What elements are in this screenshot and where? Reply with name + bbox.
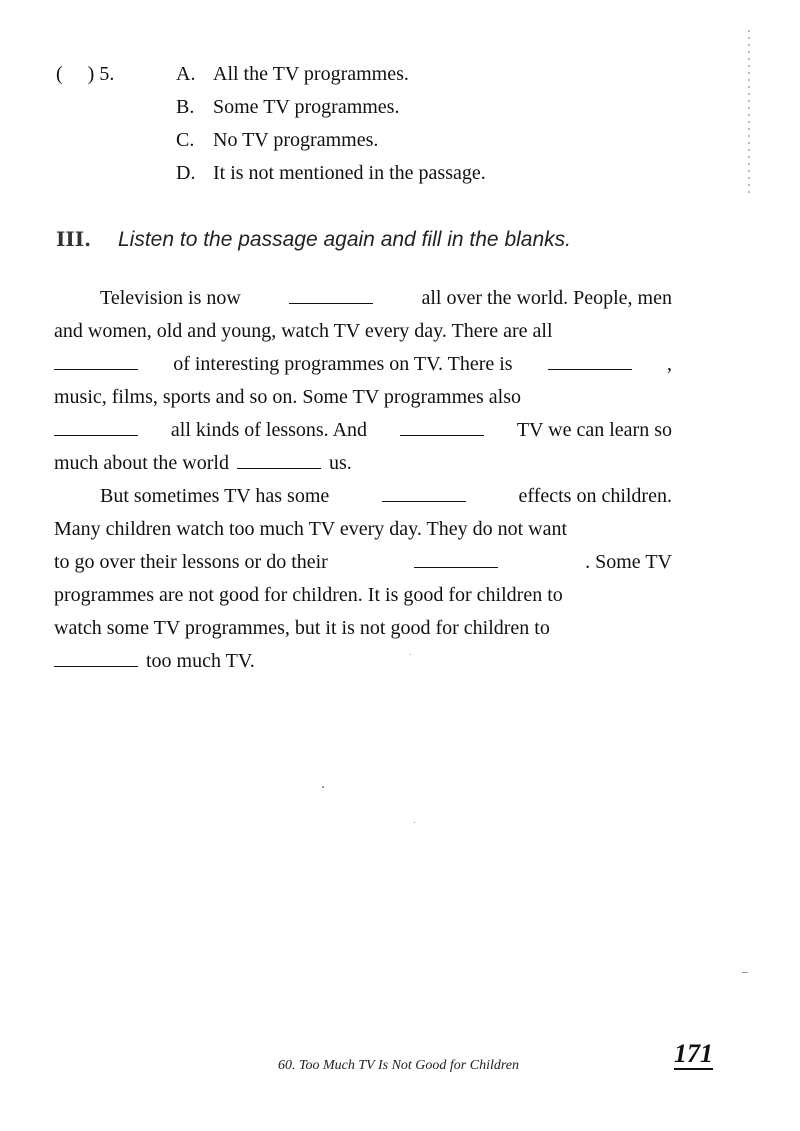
text-segment: us. [328,452,352,474]
passage-line [54,381,672,414]
answer-blank[interactable] [414,566,498,568]
answer-blank[interactable] [382,500,466,502]
paragraph-2 [54,480,672,678]
section-heading [56,227,571,252]
text-segment: all kinds of lessons. And [170,419,368,441]
answer-blank[interactable] [400,434,484,436]
question-5 [56,58,486,190]
option-letter: C. [176,129,195,151]
lesson-footer: 60. Too Much TV Is Not Good for Children [278,1058,520,1073]
scan-speck [322,786,324,788]
text-segment: effects on children. [518,485,672,507]
paragraph-1 [54,282,672,480]
answer-blank[interactable] [54,368,138,370]
passage [54,282,672,678]
passage-line [54,348,672,381]
text-segment: of interesting programmes on TV. There is [173,353,513,375]
text-segment: too much TV. [146,650,255,672]
passage-line [54,612,672,645]
passage-line [54,447,672,480]
text-segment: all over the world. People, men [421,287,672,309]
text-segment: But sometimes TV has some [100,485,330,507]
text-segment: to go over their lessons or do their [54,551,328,573]
text-segment: . Some TV [585,551,672,573]
option-b-text: Some TV programmes. [213,96,400,118]
passage-line [54,579,672,612]
passage-line [54,414,672,447]
page-number: 171 [674,1039,713,1068]
text-segment: and women, old and young, watch TV every day. There are all [54,320,553,342]
option-c [176,124,486,157]
passage-line [54,513,672,546]
text-segment: , [667,353,672,375]
section-numeral: III. [56,227,92,251]
text-segment: much about the world [54,452,229,474]
scan-speck [742,972,748,973]
passage-line [54,315,672,348]
option-b [176,91,486,124]
answer-blank[interactable] [54,434,138,436]
text-segment: music, films, sports and so on. Some TV programmes also [54,386,522,408]
option-letter: B. [176,96,195,118]
text-segment: TV we can learn so [516,419,672,441]
option-letter: A. [176,63,196,85]
option-d [176,157,486,190]
option-d-text: It is not mentioned in the passage. [213,162,486,184]
answer-blank[interactable] [289,302,373,304]
passage-line [54,546,672,579]
option-c-text: No TV programmes. [213,129,379,151]
option-letter: D. [176,162,196,184]
text-segment: Television is now [100,287,241,309]
passage-line [54,480,672,513]
option-a-text: All the TV programmes. [213,63,409,85]
text-segment: programmes are not good for children. It is good for children to [54,584,563,606]
text-segment: Many children watch too much TV every day. They do not want [54,518,568,540]
passage-line [54,282,672,315]
section-title: Listen to the passage again and fill in the blanks. [118,228,571,251]
answer-blank[interactable] [54,665,138,667]
text-segment: watch some TV programmes, but it is not good for children to [54,617,550,639]
scan-edge-artifact [748,30,750,195]
passage-line [54,645,672,678]
answer-blank[interactable] [548,368,632,370]
scan-speck [414,822,415,823]
answer-blank[interactable] [237,467,321,469]
scan-speck [410,654,411,655]
question-5-first-row [56,58,486,91]
answer-bracket: ( ) 5. [56,63,115,85]
